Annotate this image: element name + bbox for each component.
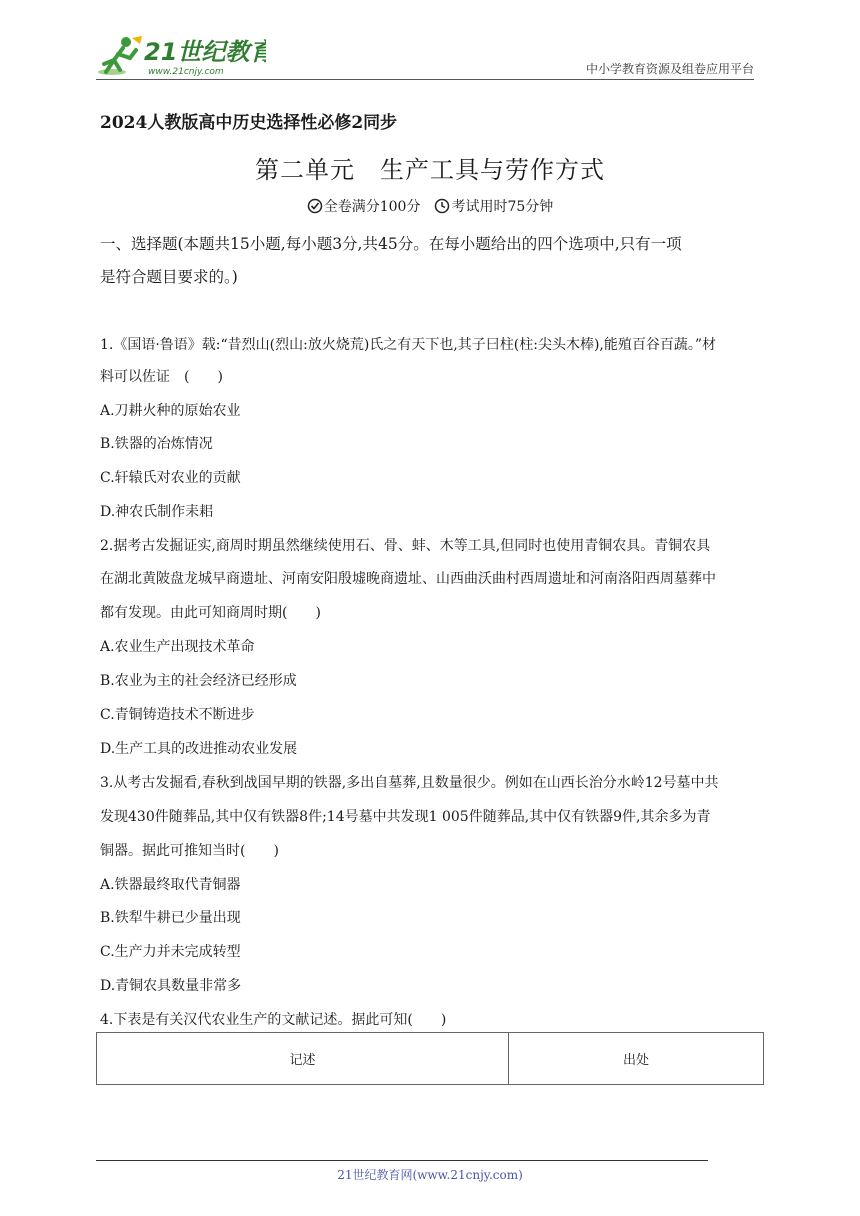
logo-text: 21世纪教育 [144, 38, 266, 66]
clock-icon [434, 198, 450, 218]
check-circle-icon [307, 198, 323, 218]
table-header-cell: 记述 [97, 1033, 509, 1085]
question-3-option-d[interactable]: D.青铜农具数量非常多 [100, 978, 242, 994]
section-heading-line: 是符合题目要求的。) [100, 268, 238, 286]
question-3-option-b[interactable]: B.铁犁牛耕已少量出现 [100, 910, 241, 926]
question-2-option-c[interactable]: C.青铜铸造技术不断进步 [100, 707, 255, 723]
section-heading [100, 228, 764, 294]
question-1-option-c[interactable]: C.轩辕氏对农业的贡献 [100, 470, 241, 486]
question-1-option-d[interactable]: D.神农氏制作耒耜 [100, 504, 214, 520]
question-1-stem: 料可以佐证 ( ) [100, 369, 223, 385]
question-1-stem: 1.《国语·鲁语》载:“昔烈山(烈山:放火烧荒)氏之有天下也,其子曰柱(柱:尖头木棒),能殖百谷百蔬。”材 [100, 337, 717, 353]
question-3-stem: 铜器。据此可推知当时( ) [100, 843, 279, 859]
table-header-row [97, 1033, 764, 1085]
unit-title: 第二单元 生产工具与劳作方式 [255, 156, 605, 184]
question-3-option-c[interactable]: C.生产力并未完成转型 [100, 944, 241, 960]
full-score-text: 全卷满分100分 [323, 199, 421, 215]
header-platform-text: 中小学教育资源及组卷应用平台 [585, 62, 754, 76]
exam-meta [0, 196, 860, 218]
question-1-option-a[interactable]: A.刀耕火种的原始农业 [100, 403, 241, 419]
logo-url: www.21cnjy.com [148, 67, 224, 77]
question-3-stem: 3.从考古发掘看,春秋到战国早期的铁器,多出自墓葬,且数量很少。例如在山西长治分水岭12号墓中共 [100, 775, 719, 791]
question-2-stem: 在湖北黄陂盘龙城早商遗址、河南安阳殷墟晚商遗址、山西曲沃曲村西周遗址和河南洛阳西周墓葬中 [100, 571, 716, 587]
runner-logo-icon [96, 34, 266, 80]
footer-divider [96, 1160, 708, 1161]
header-divider [96, 79, 754, 80]
footer-link[interactable]: 21世纪教育网(www.21cnjy.com) [337, 1168, 523, 1182]
time-limit-text: 考试用时75分钟 [451, 199, 554, 215]
question-2-option-d[interactable]: D.生产工具的改进推动农业发展 [100, 741, 298, 757]
document-title: 2024人教版高中历史选择性必修2同步 [100, 113, 398, 133]
question-3-option-a[interactable]: A.铁器最终取代青铜器 [100, 877, 241, 893]
table-header-cell: 出处 [509, 1033, 764, 1085]
question-2-stem: 2.据考古发掘证实,商周时期虽然继续使用石、骨、蚌、木等工具,但同时也使用青铜农具。青铜农具 [100, 538, 711, 554]
site-logo [96, 34, 266, 80]
question-2-option-a[interactable]: A.农业生产出现技术革命 [100, 639, 255, 655]
question-3-stem: 发现430件随葬品,其中仅有铁器8件;14号墓中共发现1 005件随葬品,其中仅有铁器9件,其余多为青 [100, 809, 711, 825]
question-2-option-b[interactable]: B.农业为主的社会经济已经形成 [100, 673, 297, 689]
question-4-table [96, 1032, 764, 1085]
question-2-stem: 都有发现。由此可知商周时期( ) [100, 605, 321, 621]
question-1-option-b[interactable]: B.铁器的冶炼情况 [100, 436, 213, 452]
section-heading-line: 一、选择题(本题共15小题,每小题3分,共45分。在每小题给出的四个选项中,只有一项 [100, 235, 682, 253]
question-4-stem: 4.下表是有关汉代农业生产的文献记述。据此可知( ) [100, 1012, 447, 1028]
